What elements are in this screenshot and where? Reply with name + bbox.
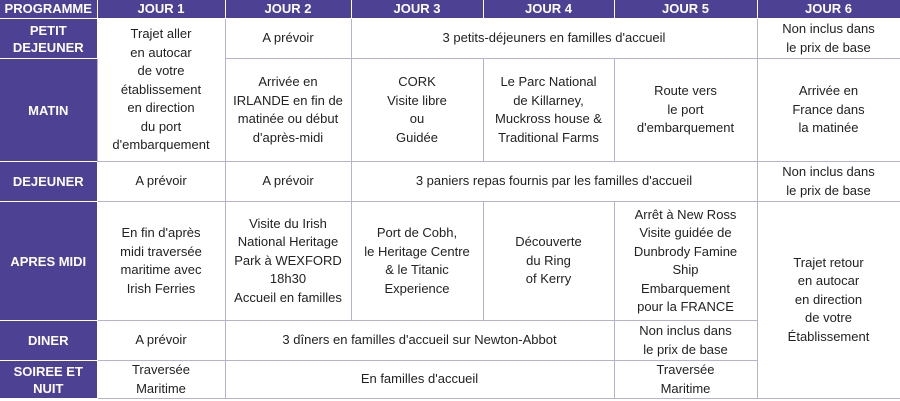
cell-jour2-apres-midi: Visite du Irish National Heritage Park à WEXFORD 18h30 Accueil en familles xyxy=(225,202,351,321)
cell-jour5-matin: Route vers le port d'embarquement xyxy=(614,59,757,162)
cell-jours2-4-soiree: En familles d'accueil xyxy=(225,361,614,399)
cell-jour1-soiree: Traversée Maritime xyxy=(97,361,225,399)
row-petit-dejeuner xyxy=(0,19,900,59)
cell-jour6-trajet-retour: Trajet retour en autocar en direction de votre Établissement xyxy=(757,202,900,399)
header-jour-2: JOUR 2 xyxy=(225,0,351,19)
cell-jour5-apres-midi: Arrêt à New Ross Visite guidée de Dunbrody Famine Ship Embarquement pour la FRANCE xyxy=(614,202,757,321)
cell-jour3-matin: CORK Visite libre ou Guidée xyxy=(351,59,483,162)
cell-jour4-apres-midi: Découverte du Ring of Kerry xyxy=(483,202,614,321)
header-jour-4: JOUR 4 xyxy=(483,0,614,19)
cell-jour1-trajet-aller: Trajet aller en autocar de votre établissement en direction du port d'embarquement xyxy=(97,19,225,162)
header-programme: PROGRAMME xyxy=(0,0,97,19)
row-label-apres-midi: APRES MIDI xyxy=(0,202,97,321)
cell-jour5-soiree: Traversée Maritime xyxy=(614,361,757,399)
row-label-diner: DINER xyxy=(0,321,97,361)
cell-jour4-matin: Le Parc National de Killarney, Muckross house & Traditional Farms xyxy=(483,59,614,162)
cell-jour2-petit-dejeuner: A prévoir xyxy=(225,19,351,59)
cell-jours2-4-diner: 3 dîners en familles d'accueil sur Newton-Abbot xyxy=(225,321,614,361)
cell-jour2-dejeuner: A prévoir xyxy=(225,162,351,202)
cell-jour6-petit-dejeuner: Non inclus dans le prix de base xyxy=(757,19,900,59)
header-jour-3: JOUR 3 xyxy=(351,0,483,19)
cell-jour6-dejeuner: Non inclus dans le prix de base xyxy=(757,162,900,202)
header-jour-6: JOUR 6 xyxy=(757,0,900,19)
cell-jour5-diner: Non inclus dans le prix de base xyxy=(614,321,757,361)
row-label-soiree-nuit: SOIREE ET NUIT xyxy=(0,361,97,399)
row-label-matin: MATIN xyxy=(0,59,97,162)
header-row xyxy=(0,0,900,19)
cell-jours3-5-dejeuner: 3 paniers repas fournis par les familles d'accueil xyxy=(351,162,757,202)
header-jour-1: JOUR 1 xyxy=(97,0,225,19)
cell-jour2-matin: Arrivée en IRLANDE en fin de matinée ou début d'après-midi xyxy=(225,59,351,162)
cell-jour1-diner: A prévoir xyxy=(97,321,225,361)
row-dejeuner xyxy=(0,162,900,202)
row-apres-midi xyxy=(0,202,900,321)
row-label-petit-dejeuner: PETIT DEJEUNER xyxy=(0,19,97,59)
row-label-dejeuner: DEJEUNER xyxy=(0,162,97,202)
header-jour-5: JOUR 5 xyxy=(614,0,757,19)
cell-jours3-5-petit-dejeuner: 3 petits-déjeuners en familles d'accueil xyxy=(351,19,757,59)
cell-jour6-matin: Arrivée en France dans la matinée xyxy=(757,59,900,162)
cell-jour1-apres-midi: En fin d'après midi traversée maritime avec Irish Ferries xyxy=(97,202,225,321)
cell-jour1-dejeuner: A prévoir xyxy=(97,162,225,202)
cell-jour3-apres-midi: Port de Cobh, le Heritage Centre & le Titanic Experience xyxy=(351,202,483,321)
